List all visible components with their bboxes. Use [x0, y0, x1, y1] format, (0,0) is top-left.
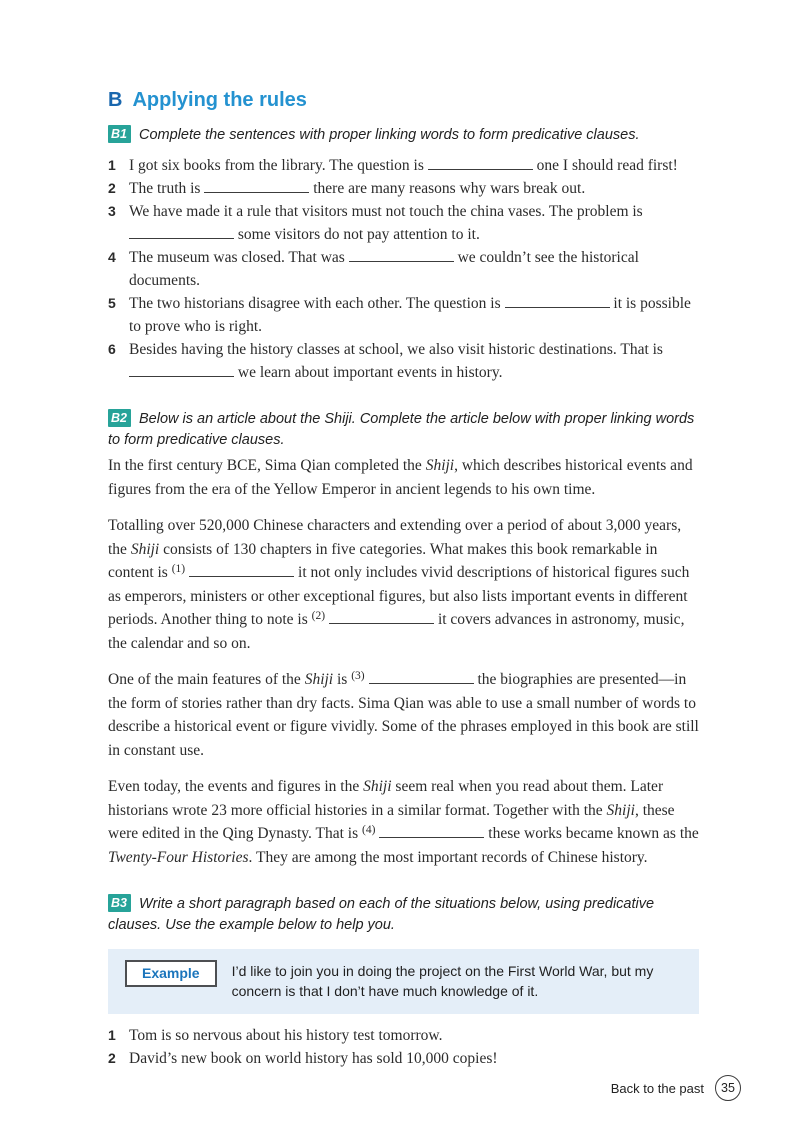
text-run: it covers advances in astronomy, music, the calendar and so on. [108, 611, 685, 652]
exercise-item [108, 1047, 699, 1070]
italic-text: Twenty-Four Histories [108, 848, 249, 866]
italic-text: Shiji [130, 540, 160, 558]
text-run: The museum was closed. That was [129, 249, 349, 266]
text-run: some visitors do not pay attention to it. [234, 226, 480, 243]
fill-in-blank [349, 249, 454, 262]
page-content [108, 88, 699, 1070]
text-run: I got six books from the library. The question is [129, 157, 428, 174]
footer-chapter-label: Back to the past [610, 1080, 704, 1096]
text-run: One of the main features of the [108, 671, 305, 688]
item-text [129, 1047, 699, 1070]
fill-in-blank [428, 157, 533, 170]
fill-in-blank [129, 226, 234, 239]
item-text [129, 338, 699, 384]
blank-number: (3) [351, 670, 365, 682]
italic-text: Shiji [425, 457, 455, 474]
page-footer [611, 1075, 741, 1101]
item-number: 2 [108, 1050, 116, 1066]
exercise-b1-instruction: Complete the sentences with proper linking words to form predicative clauses. [138, 127, 640, 143]
exercise-b2-header [108, 409, 699, 451]
item-text [129, 292, 699, 338]
article-paragraph [108, 668, 699, 762]
item-number: 1 [108, 157, 116, 173]
section-header [108, 88, 699, 112]
fill-in-blank [379, 825, 484, 838]
exercise-item [108, 200, 699, 246]
page-title: Applying the rules [132, 89, 307, 111]
page-number-badge: 35 [715, 1075, 741, 1101]
text-run: David’s new book on world history has sold 10,000 copies! [129, 1050, 498, 1067]
item-text [129, 154, 699, 177]
exercise-item [108, 1024, 699, 1047]
text-run: Tom is so nervous about his history test tomorrow. [129, 1027, 443, 1044]
fill-in-blank [329, 611, 434, 624]
italic-text: Below is an article about the [138, 411, 325, 427]
item-text [129, 246, 699, 292]
article-paragraph [108, 454, 699, 501]
item-number: 1 [108, 1027, 116, 1043]
exercise-b3-header [108, 894, 699, 936]
example-text: I’d like to join you in doing the project on the First World War, but my concern is that I don’t have much knowledge of it. [231, 963, 654, 999]
blank-number: (4) [361, 824, 376, 836]
exercise-b1-header [108, 125, 699, 146]
exercise-item [108, 177, 699, 200]
text-run: Even today, the events and figures in the [108, 778, 364, 795]
item-text [129, 200, 699, 246]
exercise-item [108, 292, 699, 338]
fill-in-blank [505, 295, 610, 308]
item-number: 5 [108, 295, 116, 311]
blank-number: (1) [171, 563, 186, 575]
text-run: seem real when you read about them. Later historians wrote 23 more official histories in a similar format. Together with the [108, 778, 664, 819]
fill-in-blank [204, 180, 309, 193]
exercise-b1-badge: B1 [108, 125, 131, 143]
exercise-b2-badge: B2 [108, 409, 131, 427]
text-run: , these were edited in the Qing Dynasty. That is [108, 801, 675, 842]
item-number: 3 [108, 203, 116, 219]
exercise-b1-items [108, 154, 699, 384]
italic-text: Shiji [606, 801, 635, 819]
text-run: Totalling over 520,000 Chinese characters and extending over a period of about 3,000 years, the [108, 517, 682, 558]
exercise-item [108, 246, 699, 292]
text-run: . They are among the most important records of Chinese history. [248, 848, 648, 866]
exercise-b3-instruction: Write a short paragraph based on each of the situations below, using predicative clauses. Use the example below to help you. [108, 896, 655, 933]
text-run: Shiji [324, 411, 352, 427]
exercise-item [108, 154, 699, 177]
exercise-b3-items [108, 1024, 699, 1070]
italic-text: . Complete the article below with proper linking words to form predicative clauses. [108, 411, 695, 448]
text-run: it is possible to prove who is right. [129, 295, 691, 335]
exercise-item [108, 338, 699, 384]
italic-text: Shiji [304, 671, 334, 688]
text-run: , which describes historical events and figures from the era of the Yellow Emperor in ancient legends to his own time. [108, 457, 693, 498]
section-letter: B [108, 89, 123, 111]
item-text [129, 1024, 699, 1047]
text-run: is [333, 671, 352, 688]
text-run: consists of 130 chapters in five categories. What makes this book remarkable in content is [108, 540, 658, 581]
text-run: we learn about important events in history. [234, 364, 503, 381]
fill-in-blank [369, 671, 474, 684]
item-number: 4 [108, 249, 116, 265]
text-run: Besides having the history classes at school, we also visit historic destinations. That is [129, 341, 663, 358]
text-run: it not only includes vivid descriptions of historical figures such as emperors, ministers or other exceptional figures, but also lists important events in different periods. Another thing to note is [108, 564, 690, 628]
text-run: The truth is [129, 180, 205, 197]
text-run: The two historians disagree with each other. The question is [129, 295, 505, 312]
fill-in-blank [129, 364, 234, 377]
exercise-b2-instruction [108, 411, 694, 448]
item-number: 6 [108, 341, 116, 357]
blank-number: (2) [311, 610, 326, 622]
text-run: these works became known as the [484, 825, 699, 842]
text-run: we couldn’t see the historical documents. [129, 249, 639, 289]
example-label: Example [125, 960, 217, 987]
text-run: In the first century BCE, Sima Qian completed the [108, 457, 426, 474]
item-text [129, 177, 699, 200]
example-box [108, 949, 699, 1014]
text-run: the biographies are presented—in the form of stories rather than dry facts. Sima Qian was able to use a small number of words to describe a historical event or figure vividly. Some of the phrases employed in this book are still in constant use. [108, 671, 699, 759]
text-run: there are many reasons why wars break out. [309, 180, 586, 197]
article-paragraph [108, 514, 699, 655]
fill-in-blank [189, 564, 294, 577]
article-paragraph [108, 775, 699, 869]
text-run: We have made it a rule that visitors must not touch the china vases. The problem is [129, 203, 643, 220]
item-number: 2 [108, 180, 116, 196]
italic-text: Shiji [363, 778, 392, 795]
exercise-b3-badge: B3 [108, 894, 131, 912]
text-run: one I should read first! [532, 157, 678, 174]
